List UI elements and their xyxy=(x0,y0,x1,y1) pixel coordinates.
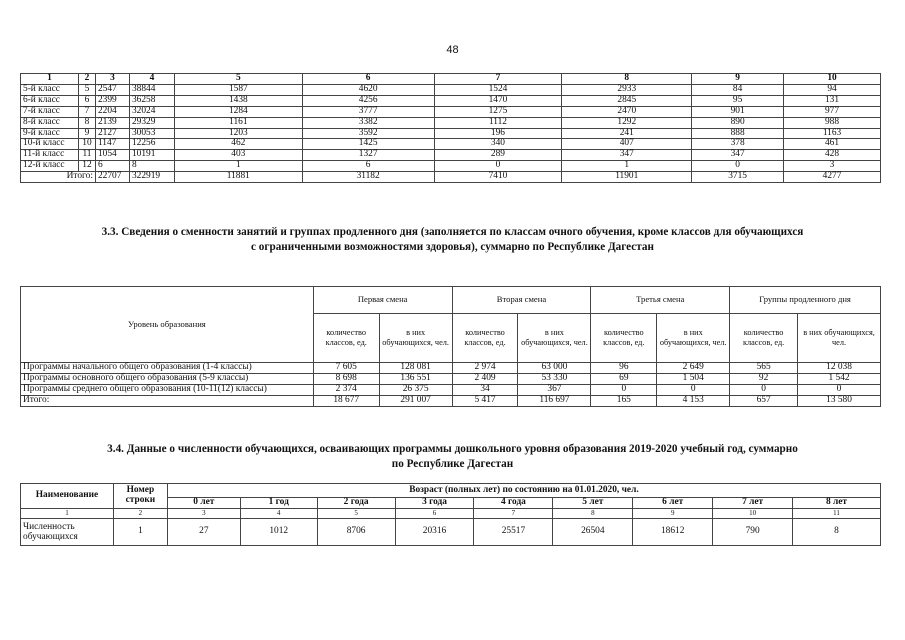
table-cell: 291 007 xyxy=(379,395,452,406)
index-cell: 2 xyxy=(113,509,167,519)
table-cell: 657 xyxy=(730,395,798,406)
column-header: 5 xyxy=(174,74,302,85)
table-cell: 0 xyxy=(730,384,798,395)
table-cell: 131 xyxy=(784,95,881,106)
column-header: 6 xyxy=(302,74,434,85)
group-header-row xyxy=(21,287,881,314)
table-cell: 1292 xyxy=(562,117,692,128)
table-cell: 11901 xyxy=(562,172,692,183)
rownum-header: Номер строки xyxy=(113,484,167,509)
group-header: Третья смена xyxy=(591,287,730,314)
table-row xyxy=(21,95,881,106)
table-cell: 2 409 xyxy=(452,373,518,384)
table-cell: 1 xyxy=(113,519,167,546)
table-cell: 96 xyxy=(591,363,657,374)
sub-header: в них обучающихся, чел. xyxy=(657,314,730,363)
table-cell: 2845 xyxy=(562,95,692,106)
table-cell: 6 xyxy=(78,95,95,106)
name-header: Наименование xyxy=(21,484,114,509)
table-cell: 3777 xyxy=(302,106,434,117)
table-cell: 36258 xyxy=(129,95,174,106)
table-cell: 347 xyxy=(562,150,692,161)
index-cell: 4 xyxy=(240,509,317,519)
class-label: 5-й класс xyxy=(21,85,79,96)
table-cell: 3715 xyxy=(692,172,784,183)
table-cell: 241 xyxy=(562,128,692,139)
table-cell: 4620 xyxy=(302,85,434,96)
table-cell: 12 xyxy=(78,161,95,172)
table-cell: 12256 xyxy=(129,139,174,150)
table-cell: 461 xyxy=(784,139,881,150)
table-cell: 196 xyxy=(434,128,562,139)
table-row xyxy=(21,363,881,374)
table-cell: 1470 xyxy=(434,95,562,106)
table-cell: 1438 xyxy=(174,95,302,106)
total-row xyxy=(21,172,881,183)
table-cell: 2127 xyxy=(95,128,129,139)
index-cell: 3 xyxy=(167,509,240,519)
table-cell: 367 xyxy=(518,384,591,395)
group-header: Первая смена xyxy=(313,287,452,314)
age-header: 5 лет xyxy=(553,498,633,509)
table-cell: 0 xyxy=(657,384,730,395)
table-cell: 3 xyxy=(784,161,881,172)
column-header: 3 xyxy=(95,74,129,85)
table-cell: 94 xyxy=(784,85,881,96)
column-header: 10 xyxy=(784,74,881,85)
total-label: Итого: xyxy=(21,172,96,183)
table-cell: 1203 xyxy=(174,128,302,139)
preschool-age-table xyxy=(20,483,881,546)
class-label: 12-й класс xyxy=(21,161,79,172)
table-cell: 1524 xyxy=(434,85,562,96)
table-cell: 116 697 xyxy=(518,395,591,406)
row-label: Программы основного общего образования (5-9 классы) xyxy=(21,373,314,384)
shift-schedule-table xyxy=(20,286,881,407)
table-cell: 2139 xyxy=(95,117,129,128)
index-cell: 1 xyxy=(21,509,114,519)
table-cell: 378 xyxy=(692,139,784,150)
group-header: Вторая смена xyxy=(452,287,591,314)
table-cell: 5 xyxy=(78,85,95,96)
table-cell: 6 xyxy=(95,161,129,172)
sub-header: количество классов, ед. xyxy=(730,314,798,363)
sub-header: в них обучающихся, чел. xyxy=(798,314,881,363)
index-cell: 8 xyxy=(553,509,633,519)
heading-line: 3.4. Данные о численности обучающихся, осваивающих программы дошкольного уровня образования 2019-2020 учебный год, суммарно xyxy=(107,443,798,455)
class-label: 9-й класс xyxy=(21,128,79,139)
table-cell: 18612 xyxy=(633,519,713,546)
table-cell: 888 xyxy=(692,128,784,139)
age-header: 7 лет xyxy=(713,498,793,509)
group-header: Группы продленного дня xyxy=(730,287,881,314)
table-cell: 26504 xyxy=(553,519,633,546)
table-cell: 3592 xyxy=(302,128,434,139)
table-cell: 53 330 xyxy=(518,373,591,384)
table-cell: 31182 xyxy=(302,172,434,183)
table-cell: 13 580 xyxy=(798,395,881,406)
row-label: Итого: xyxy=(21,395,314,406)
table-row xyxy=(21,373,881,384)
table-cell: 20316 xyxy=(395,519,474,546)
class-statistics-table xyxy=(20,73,881,183)
table-cell: 1327 xyxy=(302,150,434,161)
table-cell: 12 038 xyxy=(798,363,881,374)
index-row xyxy=(21,509,881,519)
age-header: 2 года xyxy=(317,498,395,509)
column-header: 8 xyxy=(562,74,692,85)
table-cell: 69 xyxy=(591,373,657,384)
class-label: 8-й класс xyxy=(21,117,79,128)
table-header-row xyxy=(21,74,881,85)
page-number: 48 xyxy=(446,44,459,56)
table-row xyxy=(21,395,881,406)
table-cell: 8 698 xyxy=(313,373,379,384)
table-cell: 128 081 xyxy=(379,363,452,374)
table-cell: 1425 xyxy=(302,139,434,150)
section-3-3-heading xyxy=(0,225,905,255)
table-cell: 2399 xyxy=(95,95,129,106)
index-cell: 11 xyxy=(793,509,881,519)
age-header: 4 года xyxy=(474,498,553,509)
table-cell: 5 417 xyxy=(452,395,518,406)
table-cell: 1587 xyxy=(174,85,302,96)
table-cell: 1163 xyxy=(784,128,881,139)
table-cell: 32024 xyxy=(129,106,174,117)
table-cell: 0 xyxy=(434,161,562,172)
table-cell: 2470 xyxy=(562,106,692,117)
table-row xyxy=(21,384,881,395)
age-header: 6 лет xyxy=(633,498,713,509)
table-cell: 11 xyxy=(78,150,95,161)
table-cell: 84 xyxy=(692,85,784,96)
table-cell: 165 xyxy=(591,395,657,406)
table-row xyxy=(21,161,881,172)
table-cell: 30053 xyxy=(129,128,174,139)
index-cell: 7 xyxy=(474,509,553,519)
class-label: 6-й класс xyxy=(21,95,79,106)
section-3-4-heading xyxy=(0,442,905,472)
table-cell: 4 153 xyxy=(657,395,730,406)
column-header: 9 xyxy=(692,74,784,85)
age-header: 1 год xyxy=(240,498,317,509)
table-cell: 1112 xyxy=(434,117,562,128)
table-cell: 18 677 xyxy=(313,395,379,406)
table-cell: 1 xyxy=(562,161,692,172)
table-cell: 4277 xyxy=(784,172,881,183)
table-row xyxy=(21,117,881,128)
row-label: Программы среднего общего образования (10-11(12) классы) xyxy=(21,384,314,395)
table-cell: 565 xyxy=(730,363,798,374)
table-cell: 29329 xyxy=(129,117,174,128)
class-label: 11-й класс xyxy=(21,150,79,161)
class-label: 10-й класс xyxy=(21,139,79,150)
table-cell: 136 551 xyxy=(379,373,452,384)
table-cell: 3382 xyxy=(302,117,434,128)
table-cell: 340 xyxy=(434,139,562,150)
level-header: Уровень образования xyxy=(21,287,314,363)
table-row xyxy=(21,128,881,139)
table-row xyxy=(21,106,881,117)
table-cell: 347 xyxy=(692,150,784,161)
row-label: Программы начального общего образования (1-4 классы) xyxy=(21,363,314,374)
table-cell: 462 xyxy=(174,139,302,150)
table-cell: 890 xyxy=(692,117,784,128)
table-cell: 22707 xyxy=(95,172,129,183)
table-cell: 7 xyxy=(78,106,95,117)
sub-header: количество классов, ед. xyxy=(313,314,379,363)
index-cell: 5 xyxy=(317,509,395,519)
table-cell: 2204 xyxy=(95,106,129,117)
sub-header: количество классов, ед. xyxy=(591,314,657,363)
age-group-header: Возраст (полных лет) по состоянию на 01.01.2020, чел. xyxy=(167,484,880,498)
table-cell: 977 xyxy=(784,106,881,117)
heading-line: по Республике Дагестан xyxy=(391,458,514,470)
heading-line: 3.3. Сведения о сменности занятий и группах продленного дня (заполняется по классам очного обучения, кроме классов для обучающихся xyxy=(101,226,804,238)
age-header: 8 лет xyxy=(793,498,881,509)
table-cell: 289 xyxy=(434,150,562,161)
table-cell: 1147 xyxy=(95,139,129,150)
table-cell: 63 000 xyxy=(518,363,591,374)
table-cell: 0 xyxy=(591,384,657,395)
table-cell: 9 xyxy=(78,128,95,139)
table-cell: 6 xyxy=(302,161,434,172)
table-cell: 92 xyxy=(730,373,798,384)
column-header: 1 xyxy=(21,74,79,85)
table-cell: 1054 xyxy=(95,150,129,161)
table-cell: 1 xyxy=(174,161,302,172)
table-row xyxy=(21,519,881,546)
column-header: 7 xyxy=(434,74,562,85)
table-cell: 790 xyxy=(713,519,793,546)
table-cell: 322919 xyxy=(129,172,174,183)
sub-header: количество классов, ед. xyxy=(452,314,518,363)
table-cell: 25517 xyxy=(474,519,553,546)
table-cell: 10 xyxy=(78,139,95,150)
table-cell: 2547 xyxy=(95,85,129,96)
table-cell: 8706 xyxy=(317,519,395,546)
table-cell: 1161 xyxy=(174,117,302,128)
table-cell: 1 542 xyxy=(798,373,881,384)
table-row xyxy=(21,139,881,150)
index-cell: 9 xyxy=(633,509,713,519)
table-cell: 38844 xyxy=(129,85,174,96)
table-cell: 95 xyxy=(692,95,784,106)
table-cell: 2 974 xyxy=(452,363,518,374)
index-cell: 6 xyxy=(395,509,474,519)
column-header: 4 xyxy=(129,74,174,85)
table-cell: 1 504 xyxy=(657,373,730,384)
age-header: 0 лет xyxy=(167,498,240,509)
column-header: 2 xyxy=(78,74,95,85)
table-row xyxy=(21,150,881,161)
table-cell: 407 xyxy=(562,139,692,150)
class-label: 7-й класс xyxy=(21,106,79,117)
age-header-row xyxy=(21,484,881,498)
table-cell: 2 374 xyxy=(313,384,379,395)
sub-header: в них обучающихся, чел. xyxy=(379,314,452,363)
age-header: 3 года xyxy=(395,498,474,509)
table-cell: 901 xyxy=(692,106,784,117)
table-cell: 2 649 xyxy=(657,363,730,374)
table-cell: 27 xyxy=(167,519,240,546)
table-cell: 0 xyxy=(692,161,784,172)
table-cell: 7410 xyxy=(434,172,562,183)
table-cell: 26 375 xyxy=(379,384,452,395)
table-cell: 0 xyxy=(798,384,881,395)
heading-line: с ограниченными возможностями здоровья), суммарно по Республике Дагестан xyxy=(251,241,654,253)
table-cell: 8 xyxy=(78,117,95,128)
index-cell: 10 xyxy=(713,509,793,519)
table-cell: 4256 xyxy=(302,95,434,106)
table-cell: 1284 xyxy=(174,106,302,117)
table-cell: 428 xyxy=(784,150,881,161)
table-cell: 11881 xyxy=(174,172,302,183)
table-cell: 1275 xyxy=(434,106,562,117)
table-cell: 8 xyxy=(129,161,174,172)
table-cell: 7 605 xyxy=(313,363,379,374)
table-cell: 1012 xyxy=(240,519,317,546)
row-label: Численность обучающихся xyxy=(21,519,114,546)
table-cell: 2933 xyxy=(562,85,692,96)
table-cell: 10191 xyxy=(129,150,174,161)
table-cell: 403 xyxy=(174,150,302,161)
table-cell: 8 xyxy=(793,519,881,546)
table-cell: 34 xyxy=(452,384,518,395)
sub-header: в них обучающихся, чел. xyxy=(518,314,591,363)
table-row xyxy=(21,85,881,96)
table-cell: 988 xyxy=(784,117,881,128)
